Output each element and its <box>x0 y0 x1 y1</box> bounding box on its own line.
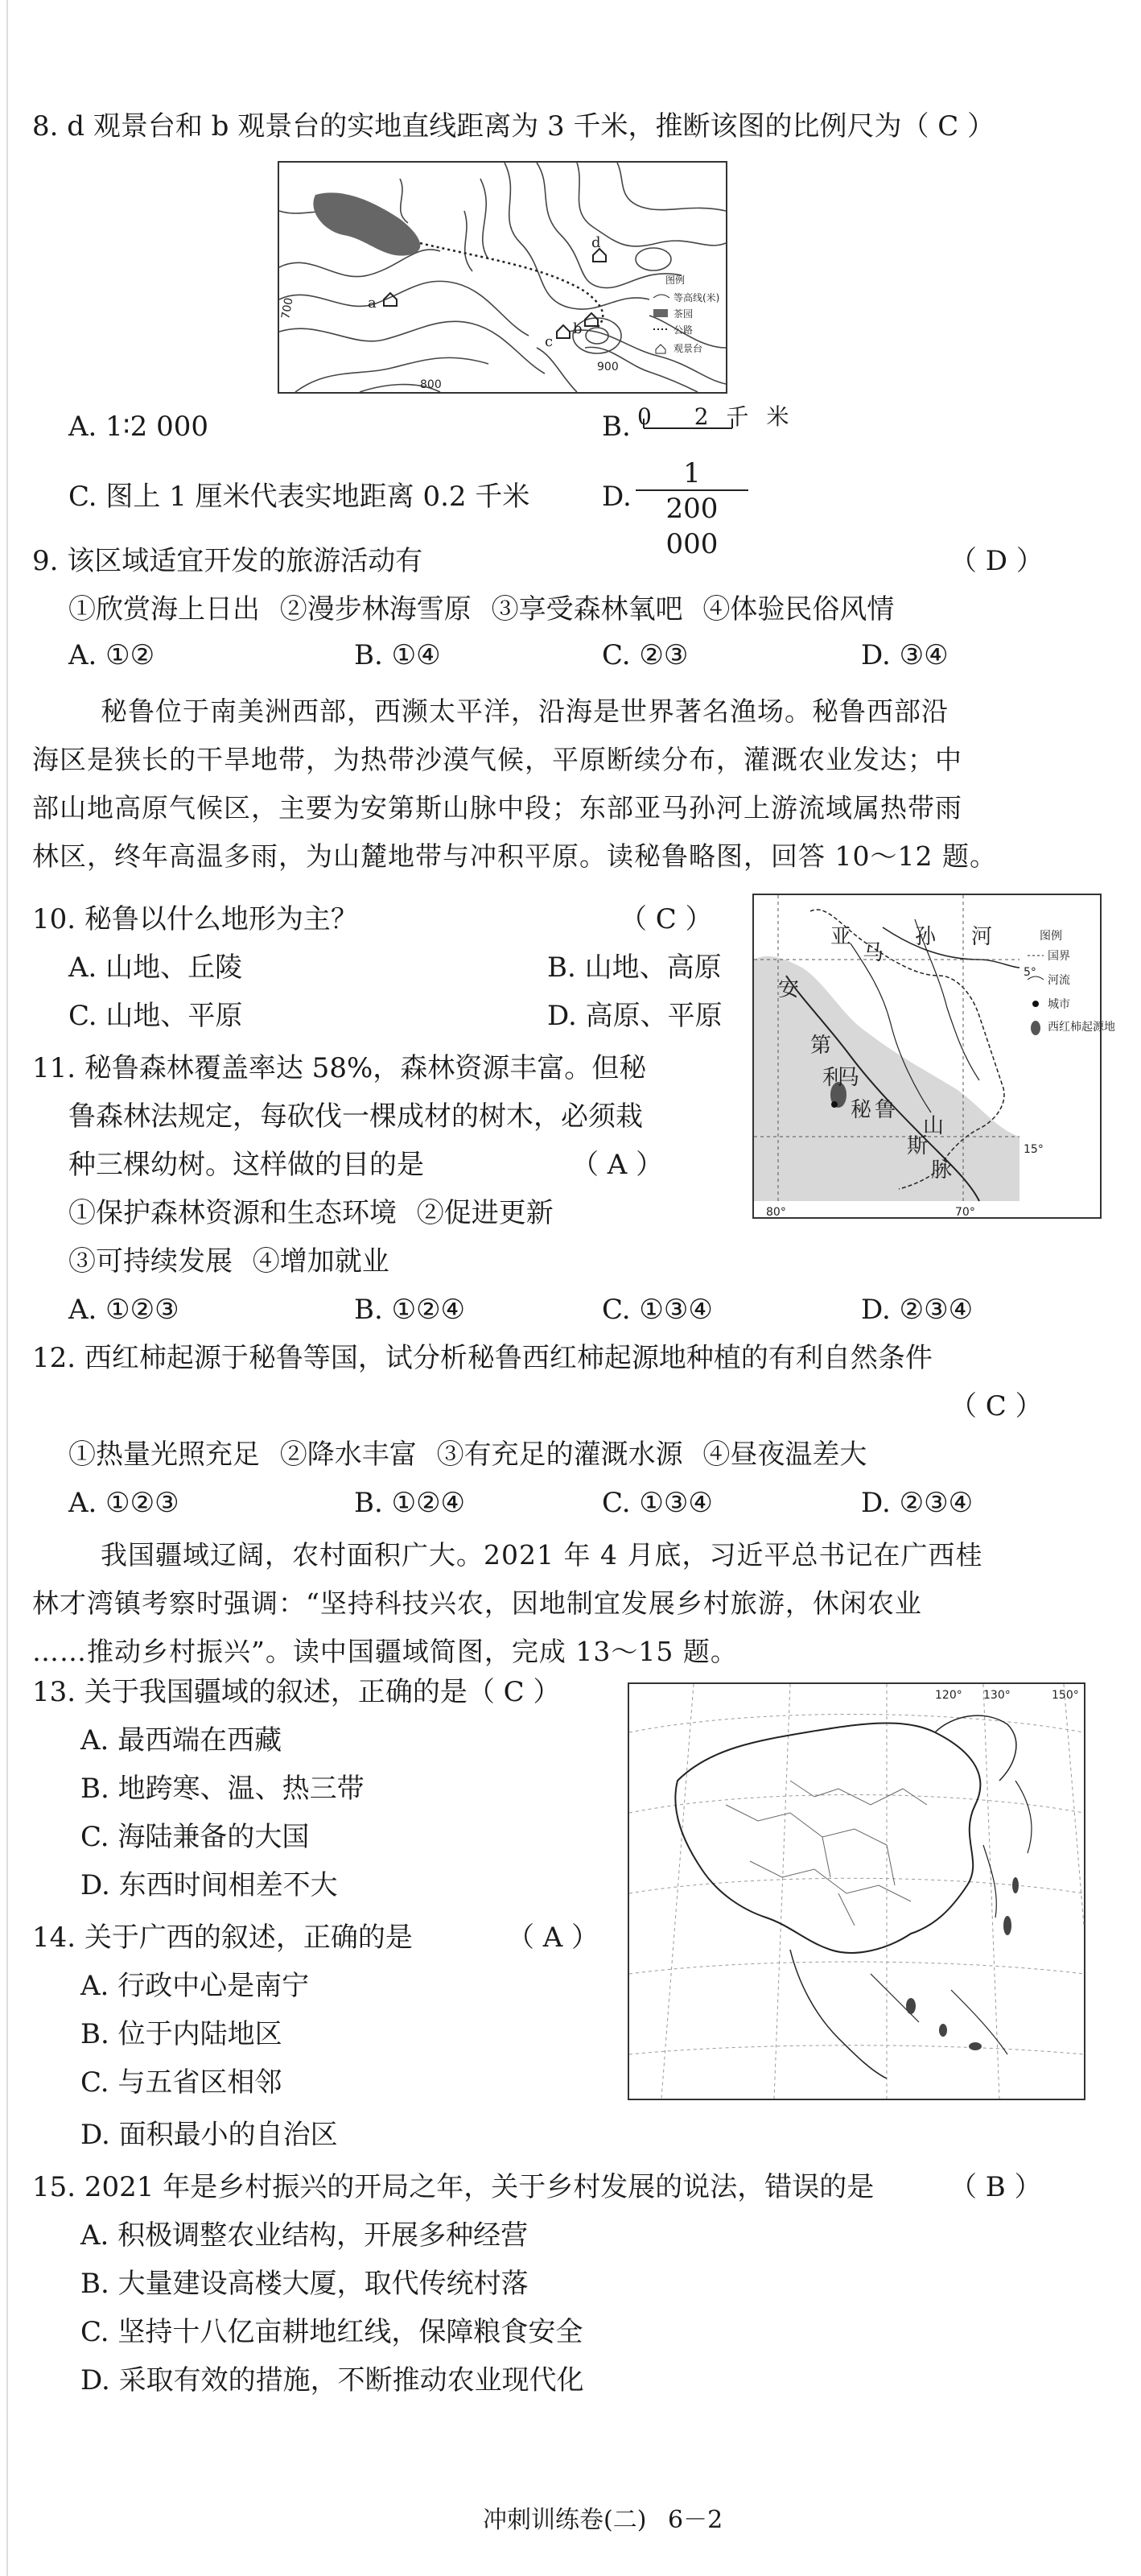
china-map <box>628 1682 1085 2100</box>
peru-lat-15: 15° <box>1024 1143 1044 1156</box>
peru-label-ya: 亚 <box>830 925 852 949</box>
peru-label-ma: 马 <box>863 941 884 965</box>
q11-line-3: 种三棵幼树。这样做的目的是 <box>68 1149 424 1181</box>
peru-legend-tomato: 西红柿起源地 <box>1048 1021 1115 1034</box>
map-label-d: d <box>591 234 601 251</box>
map-label-b: b <box>573 320 583 337</box>
peru-intro-line-2: 海区是狭长的干旱地带，为热带沙漠气候，平原断续分布，灌溉农业发达；中 <box>32 744 962 775</box>
china-intro-line-1: 我国疆域辽阔，农村面积广大。2021 年 4 月底，习近平总书记在广西桂 <box>101 1539 983 1571</box>
peru-map-svg <box>754 895 1115 1219</box>
q9-option-d: D. ③④ <box>861 639 949 671</box>
q15-option-a: A. 积极调整农业结构，开展多种经营 <box>80 2219 529 2252</box>
peru-label-shan: 山 <box>923 1114 945 1138</box>
topographic-map-svg <box>279 163 726 392</box>
q13-option-c: C. 海陆兼备的大国 <box>80 1821 310 1853</box>
peru-intro-line-1: 秘鲁位于南美洲西部，西濒太平洋，沿海是世界著名渔场。秘鲁西部沿 <box>101 696 949 727</box>
q9-option-b: B. ①④ <box>354 639 441 671</box>
q13-stem: 13. 关于我国疆域的叙述，正确的是（ C ） <box>32 1676 561 1708</box>
map-label-a: a <box>368 295 377 312</box>
q12-items: ①热量光照充足 ②降水丰富 ③有充足的灌溉水源 ④昼夜温差大 <box>68 1439 867 1471</box>
fraction-numerator: 1 <box>636 457 748 491</box>
q8-option-b-scale-text: 0 2千米 <box>637 403 807 430</box>
peru-legend-border: 国界 <box>1048 950 1070 963</box>
q14-option-a: A. 行政中心是南宁 <box>80 1970 310 2002</box>
q8-option-d-fraction <box>636 457 748 562</box>
q9-option-a: A. ①② <box>68 639 155 671</box>
q13-option-a: A. 最西端在西藏 <box>80 1724 282 1757</box>
peru-label-si: 斯 <box>907 1134 929 1158</box>
peru-label-mai: 脉 <box>931 1158 953 1183</box>
peru-label-li: 利 <box>822 1066 844 1090</box>
contour-800: 800 <box>420 378 442 391</box>
q11-option-a: A. ①②③ <box>68 1294 179 1326</box>
peru-label-ma2: 马 <box>838 1066 860 1090</box>
q11-line-1: 11. 秘鲁森林覆盖率达 58%，森林资源丰富。但秘 <box>32 1052 647 1084</box>
q9-answer: （ D ） <box>949 545 1044 577</box>
legend-viewpoint: 观景台 <box>673 343 703 354</box>
q10-answer: （ C ） <box>620 903 713 935</box>
topographic-map <box>278 161 727 394</box>
china-lon-130: 130° <box>983 1689 1011 1702</box>
peru-label-di: 第 <box>810 1034 832 1058</box>
page-edge <box>6 0 8 2576</box>
legend-road: 公路 <box>673 324 694 336</box>
q11-answer: （ A ） <box>571 1149 664 1181</box>
q14-stem: 14. 关于广西的叙述，正确的是 <box>32 1922 413 1954</box>
q13-option-d: D. 东西时间相差不大 <box>80 1869 338 1901</box>
contour-900: 900 <box>597 361 619 374</box>
q12-option-b: B. ①②④ <box>354 1487 466 1519</box>
q9-option-c: C. ②③ <box>602 639 689 671</box>
peru-label-he: 河 <box>971 925 993 949</box>
q14-option-c: C. 与五省区相邻 <box>80 2066 282 2099</box>
q11-line-2: 鲁森林法规定，每砍伐一棵成材的树木，必须栽 <box>68 1100 643 1133</box>
q15-option-b: B. 大量建设高楼大厦，取代传统村落 <box>80 2268 529 2300</box>
legend-tea: 茶园 <box>673 308 694 320</box>
peru-lat-5: 5° <box>1024 966 1036 979</box>
q10-option-b: B. 山地、高原 <box>547 952 722 984</box>
peru-legend-title: 图例 <box>1040 930 1062 943</box>
q8-stem: 8. d 观景台和 b 观景台的实地直线距离为 3 千米，推断该图的比例尺为（ C ） <box>32 110 995 142</box>
fraction-denominator: 200 000 <box>665 493 719 560</box>
q14-answer: （ A ） <box>507 1922 599 1954</box>
peru-label-lu: 鲁 <box>875 1098 896 1122</box>
q15-option-c: C. 坚持十八亿亩耕地红线，保障粮食安全 <box>80 2316 583 2348</box>
q9-stem: 9. 该区域适宜开发的旅游活动有 <box>32 545 423 577</box>
peru-legend-city: 城市 <box>1048 998 1070 1011</box>
china-lon-150: 150° <box>1052 1689 1079 1702</box>
map-label-c: c <box>545 333 554 350</box>
contour-700: 700 <box>279 296 296 320</box>
q12-option-a: A. ①②③ <box>68 1487 179 1519</box>
q10-option-a: A. 山地、丘陵 <box>68 952 243 984</box>
legend-contour: 等高线(米) <box>673 292 720 303</box>
q12-answer: （ C ） <box>949 1390 1043 1422</box>
q8-option-b-prefix: B. <box>602 411 631 443</box>
peru-label-an: 安 <box>778 977 800 1001</box>
q14-option-b: B. 位于内陆地区 <box>80 2018 282 2050</box>
q8-option-a: A. 1∶2 000 <box>68 411 208 443</box>
q12-stem: 12. 西红柿起源于秘鲁等国，试分析秘鲁西红柿起源地种植的有利自然条件 <box>32 1342 933 1374</box>
q15-option-d: D. 采取有效的措施，不断推动农业现代化 <box>80 2364 584 2396</box>
q9-items: ①欣赏海上日出 ②漫步林海雪原 ③享受森林氧吧 ④体验民俗风情 <box>68 593 895 625</box>
q11-option-c: C. ①③④ <box>602 1294 713 1326</box>
q12-option-c: C. ①③④ <box>602 1487 713 1519</box>
q11-items-2: ③可持续发展 ④增加就业 <box>68 1245 389 1278</box>
footer-page-number: 6－2 <box>668 2506 723 2534</box>
q11-items-1: ①保护森林资源和生态环境 ②促进更新 <box>68 1197 554 1229</box>
q8-option-d-prefix: D. <box>602 481 632 513</box>
q10-option-d: D. 高原、平原 <box>547 1000 723 1032</box>
china-lon-120: 120° <box>935 1689 962 1702</box>
china-map-svg <box>629 1684 1084 2099</box>
q11-option-b: B. ①②④ <box>354 1294 466 1326</box>
peru-lon-80: 80° <box>766 1206 786 1219</box>
peru-label-sun: 孙 <box>915 925 937 949</box>
china-intro-line-2: 林才湾镇考察时强调：“坚持科技兴农，因地制宜发展乡村旅游，休闲农业 <box>32 1587 922 1619</box>
footer-title: 冲刺训练卷(二) <box>483 2506 647 2534</box>
peru-lon-70: 70° <box>955 1206 975 1219</box>
q11-option-d: D. ②③④ <box>861 1294 974 1326</box>
q14-option-d: D. 面积最小的自治区 <box>80 2119 338 2151</box>
peru-intro-line-4: 林区，终年高温多雨，为山麓地带与冲积平原。读秘鲁略图，回答 10～12 题。 <box>32 840 997 872</box>
q10-stem: 10. 秘鲁以什么地形为主？ <box>32 903 358 935</box>
q15-answer: （ B ） <box>949 2171 1042 2203</box>
q12-option-d: D. ②③④ <box>861 1487 974 1519</box>
q10-option-c: C. 山地、平原 <box>68 1000 243 1032</box>
peru-map <box>752 894 1115 1219</box>
peru-legend-river: 河流 <box>1048 974 1070 987</box>
peru-intro-line-3: 部山地高原气候区，主要为安第斯山脉中段；东部亚马孙河上游流域属热带雨 <box>32 792 962 824</box>
peru-label-bi: 秘 <box>851 1098 872 1122</box>
q15-stem: 15. 2021 年是乡村振兴的开局之年，关于乡村发展的说法，错误的是 <box>32 2171 875 2203</box>
q13-option-b: B. 地跨寒、温、热三带 <box>80 1773 365 1805</box>
q8-option-c: C. 图上 1 厘米代表实地距离 0.2 千米 <box>68 481 530 513</box>
china-intro-line-3: ……推动乡村振兴”。读中国疆域简图，完成 13～15 题。 <box>32 1636 738 1667</box>
legend-title: 图例 <box>665 275 686 286</box>
